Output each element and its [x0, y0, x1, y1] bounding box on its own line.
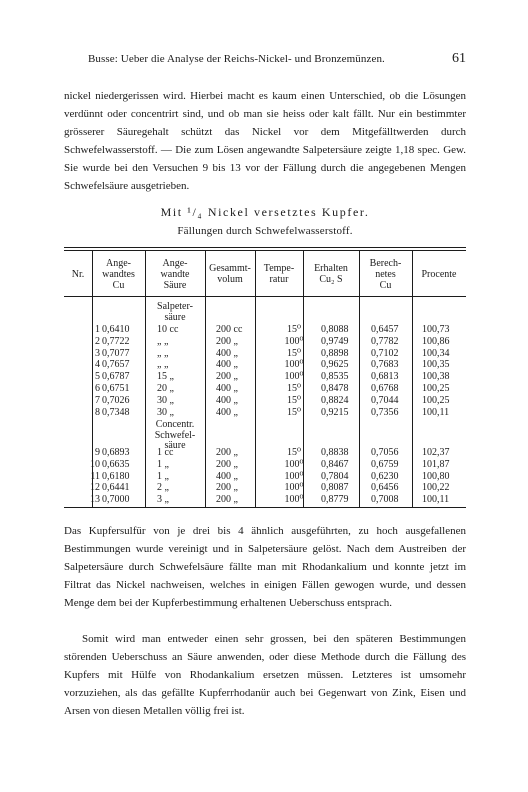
cell-temp: 100⁰ — [284, 371, 304, 383]
cell-temp: 100⁰ — [284, 335, 304, 347]
cell-acid: 10 cc — [157, 324, 179, 335]
table-top-rule — [64, 247, 466, 248]
cell-cus: 0,8478 — [321, 383, 349, 394]
cell-acid: 1 „ — [157, 470, 169, 482]
cell-cus: 0,8087 — [321, 482, 349, 494]
cell-pro: 100,73 — [422, 324, 450, 335]
cell-acid: 1 cc — [157, 447, 174, 458]
cell-cus: 0,8898 — [321, 347, 349, 359]
cell-ber: 0,7008 — [371, 494, 399, 506]
header-cu-line2: wandtes — [102, 268, 135, 280]
header-calculated-line3: Cu — [379, 279, 392, 291]
cell-nr: 3 — [95, 347, 100, 359]
cell-temp: 100⁰ — [284, 470, 304, 482]
table-row — [64, 482, 466, 494]
cell-cu: 0,6893 — [102, 447, 130, 458]
cell-pro: 101,87 — [422, 458, 450, 470]
cell-nr: 8 — [95, 406, 100, 418]
cell-cu: 0,7657 — [102, 359, 130, 371]
header-acid-line2: wandte — [160, 268, 190, 280]
header-cu — [92, 252, 145, 296]
header-nr — [64, 252, 92, 296]
table-bottom-rule — [64, 507, 466, 508]
cell-cus: 0,8088 — [321, 324, 349, 335]
cell-ber: 0,6457 — [371, 324, 399, 335]
cell-ber: 0,6813 — [371, 371, 399, 383]
cell-pro: 100,86 — [422, 335, 450, 347]
cell-vol: 400 „ — [216, 383, 238, 394]
cell-cu: 0,6787 — [102, 371, 130, 383]
cell-vol: 400 „ — [216, 359, 238, 371]
cell-vol: 400 „ — [216, 394, 238, 406]
cell-cus: 0,9749 — [321, 335, 349, 347]
cell-pro: 100,11 — [422, 494, 450, 506]
cell-cu: 0,7348 — [102, 406, 130, 418]
header-volume — [205, 252, 255, 296]
cell-acid: „ „ — [157, 359, 169, 371]
cell-cus: 0,7804 — [321, 470, 349, 482]
cell-temp: 15⁰ — [286, 447, 301, 458]
cell-acid: 1 „ — [157, 458, 169, 470]
cell-ber: 0,7356 — [371, 406, 399, 418]
cell-pro: 100,80 — [422, 470, 450, 482]
cell-nr: 12 — [90, 482, 100, 494]
cell-ber: 0,6230 — [371, 470, 399, 482]
section1-line1: Salpeter- — [157, 301, 193, 312]
cell-cu: 0,7077 — [102, 347, 130, 359]
cell-nr: 2 — [95, 335, 100, 347]
cell-vol: 400 „ — [216, 347, 238, 359]
running-head-title: Busse: Ueber die Analyse der Reichs-Nickel- und Bronzemünzen. — [88, 53, 385, 65]
header-percent — [412, 252, 466, 296]
table-row — [64, 447, 466, 459]
cell-cus: 0,9625 — [321, 359, 349, 371]
table-row — [64, 371, 466, 383]
cell-nr: 11 — [90, 470, 100, 482]
cell-nr: 10 — [90, 458, 100, 470]
header-calculated — [359, 252, 412, 296]
cell-vol: 200 „ — [216, 371, 238, 383]
cell-cus: 0,8824 — [321, 394, 349, 406]
cell-temp: 100⁰ — [284, 494, 304, 506]
cell-pro: 102,37 — [422, 447, 450, 458]
header-temperature-line2: ratur — [269, 274, 289, 285]
cell-acid: 15 „ — [157, 371, 174, 383]
paragraph-intro: nickel niedergerissen wird. Hierbei macht es kaum einen Unterschied, ob die Lösungen verdünnt oder concentrirt sind, und ob man sie heiss oder kalt fällt. Nur ein bestimmter grösserer Säuregehalt schützt das Nickel vor dem Mitgefälltwerden durch Schwefelwasserstoff. — Die zum Lösen angewandte Salpetersäure zeigte 1,18 spec. Gew. Sie wurde bei den Versuchen 9 bis 13 vor der Fällung durch die angegebenen Mengen Schwefelsäure ausgetrieben. — [64, 90, 466, 192]
cell-nr: 6 — [95, 383, 100, 394]
header-obtained-line1: Erhalten — [314, 263, 348, 274]
header-acid-line3: Säure — [163, 279, 187, 291]
cell-pro: 100,22 — [422, 482, 450, 494]
header-volume-line1: Gesammt- — [209, 263, 251, 274]
cell-nr: 4 — [95, 359, 100, 371]
table-header-rule — [64, 296, 466, 297]
cell-nr: 1 — [95, 324, 100, 335]
section2-line1: Concentr. — [155, 419, 195, 430]
cell-cus: 0,8838 — [321, 447, 349, 458]
cell-cus: 0,9215 — [321, 406, 349, 418]
header-temperature — [255, 252, 303, 296]
cell-temp: 15⁰ — [286, 406, 301, 418]
section2-line3: säure — [164, 440, 186, 451]
cell-vol: 200 „ — [216, 494, 238, 506]
table-row — [64, 494, 466, 506]
page-number: 61 — [452, 51, 466, 66]
table-title: Mit ¹/₄ Nickel versetztes Kupfer. — [160, 205, 370, 219]
cell-cu: 0,7722 — [102, 335, 130, 347]
cell-acid: 3 „ — [157, 494, 169, 506]
table-row — [64, 471, 466, 483]
header-volume-line2: volum — [217, 274, 243, 285]
table-subtitle: Fällungen durch Schwefelwasserstoff. — [177, 225, 353, 237]
cell-vol: 200 cc — [216, 324, 243, 335]
cell-pro: 100,25 — [422, 394, 450, 406]
cell-acid: 30 „ — [157, 406, 174, 418]
table-row — [64, 359, 466, 371]
cell-ber: 0,7056 — [371, 447, 399, 458]
running-head — [64, 52, 466, 68]
cell-pro: 100,35 — [422, 359, 450, 371]
cell-pro: 100,34 — [422, 347, 450, 359]
cell-pro: 100,11 — [422, 406, 450, 418]
cell-acid: 2 „ — [157, 482, 169, 494]
cell-ber: 0,7782 — [371, 335, 399, 347]
cell-ber: 0,7044 — [371, 394, 399, 406]
cell-cu: 0,6751 — [102, 383, 130, 394]
cell-pro: 100,25 — [422, 383, 450, 394]
cell-temp: 15⁰ — [286, 394, 301, 406]
cell-acid: 30 „ — [157, 394, 174, 406]
cell-cus: 0,8535 — [321, 371, 349, 383]
cell-acid: „ „ — [157, 335, 169, 347]
table-row — [64, 348, 466, 360]
cell-temp: 100⁰ — [284, 458, 304, 470]
cell-cu: 0,6441 — [102, 482, 130, 494]
cell-vol: 200 „ — [216, 458, 238, 470]
cell-ber: 0,6759 — [371, 458, 399, 470]
cell-cu: 0,6410 — [102, 324, 130, 335]
paragraph-3: Somit wird man entweder einen sehr grossen, bei den späteren Bestimmungen störenden Ueberschuss an Säure anwenden, oder diese Methode durch die Fällung des Kupfers mit Hülfe von Rhodankalium ersetzen müssen. Letzteres ist umsomehr vorzuziehen, als das gefällte Kupferrhodanür auch bei Gegenwart von Zink, Eisen und Arsen von diesen Metallen völlig frei ist. — [64, 633, 466, 717]
cell-acid: „ „ — [157, 347, 169, 359]
table-row — [64, 383, 466, 395]
table-top-rule-inner — [64, 250, 466, 251]
cell-pro: 100,38 — [422, 371, 450, 383]
header-acid-line1: Ange- — [162, 257, 188, 269]
section1-line2: säure — [164, 311, 186, 323]
cell-temp: 15⁰ — [286, 324, 301, 335]
cell-cu: 0,6180 — [102, 470, 130, 482]
cell-vol: 200 „ — [216, 482, 238, 494]
cell-nr: 5 — [95, 371, 100, 383]
header-percent-label: Procente — [421, 268, 457, 280]
cell-temp: 15⁰ — [286, 347, 301, 359]
section-label-nitric-acid — [145, 302, 205, 323]
cell-vol: 200 „ — [216, 335, 238, 347]
cell-cus: 0,8467 — [321, 458, 349, 470]
cell-temp: 15⁰ — [286, 383, 301, 394]
header-temperature-line1: Tempe- — [263, 263, 295, 274]
header-calculated-line1: Berech- — [369, 257, 402, 269]
table-row — [64, 336, 466, 348]
cell-cu: 0,7000 — [102, 494, 130, 506]
cell-cu: 0,7026 — [102, 394, 130, 406]
header-cu-line1: Ange- — [106, 257, 131, 269]
cell-nr: 9 — [95, 447, 100, 458]
cell-ber: 0,6768 — [371, 383, 399, 394]
header-cu-line3: Cu — [112, 279, 125, 291]
cell-vol: 200 „ — [216, 447, 238, 458]
header-obtained — [303, 252, 359, 296]
cell-ber: 0,6456 — [371, 482, 399, 494]
cell-nr: 7 — [95, 394, 100, 406]
cell-nr: 13 — [90, 494, 100, 506]
header-nr-label: Nr. — [71, 268, 85, 280]
table-row — [64, 395, 466, 407]
header-calculated-line2: netes — [375, 268, 396, 280]
cell-ber: 0,7683 — [371, 359, 399, 371]
cell-temp: 100⁰ — [284, 359, 304, 371]
header-acid — [145, 252, 205, 296]
table-row — [64, 324, 466, 336]
cell-cu: 0,6635 — [102, 458, 130, 470]
cell-vol: 400 „ — [216, 470, 238, 482]
table-row — [64, 407, 466, 419]
section2-line2: Schwefel- — [154, 429, 196, 441]
cell-ber: 0,7102 — [371, 347, 399, 359]
cell-acid: 20 „ — [157, 383, 174, 394]
paragraph-2: Das Kupfersulfür von je drei bis 4 ähnlich ausgeführten, zu hoch ausgefallenen Bestimmungen wurde vereinigt und in Salpetersäure gelöst. Nach dem Austreiben der Salpetersäure durch Schwefelsäure fällte man mit Rhodankalium und konnte jetzt im Filtrat das Nickel nachweisen, welches in einigen Fällen gewogen wurde, und dessen Menge dem bei der Kupferbestimmung erhaltenen Ueberschuss entsprach. — [64, 525, 466, 609]
table-row — [64, 459, 466, 471]
cell-temp: 100⁰ — [284, 482, 304, 494]
header-obtained-line2: Cu₂ S — [319, 274, 343, 285]
cell-cus: 0,8779 — [321, 494, 349, 506]
cell-vol: 400 „ — [216, 406, 238, 418]
